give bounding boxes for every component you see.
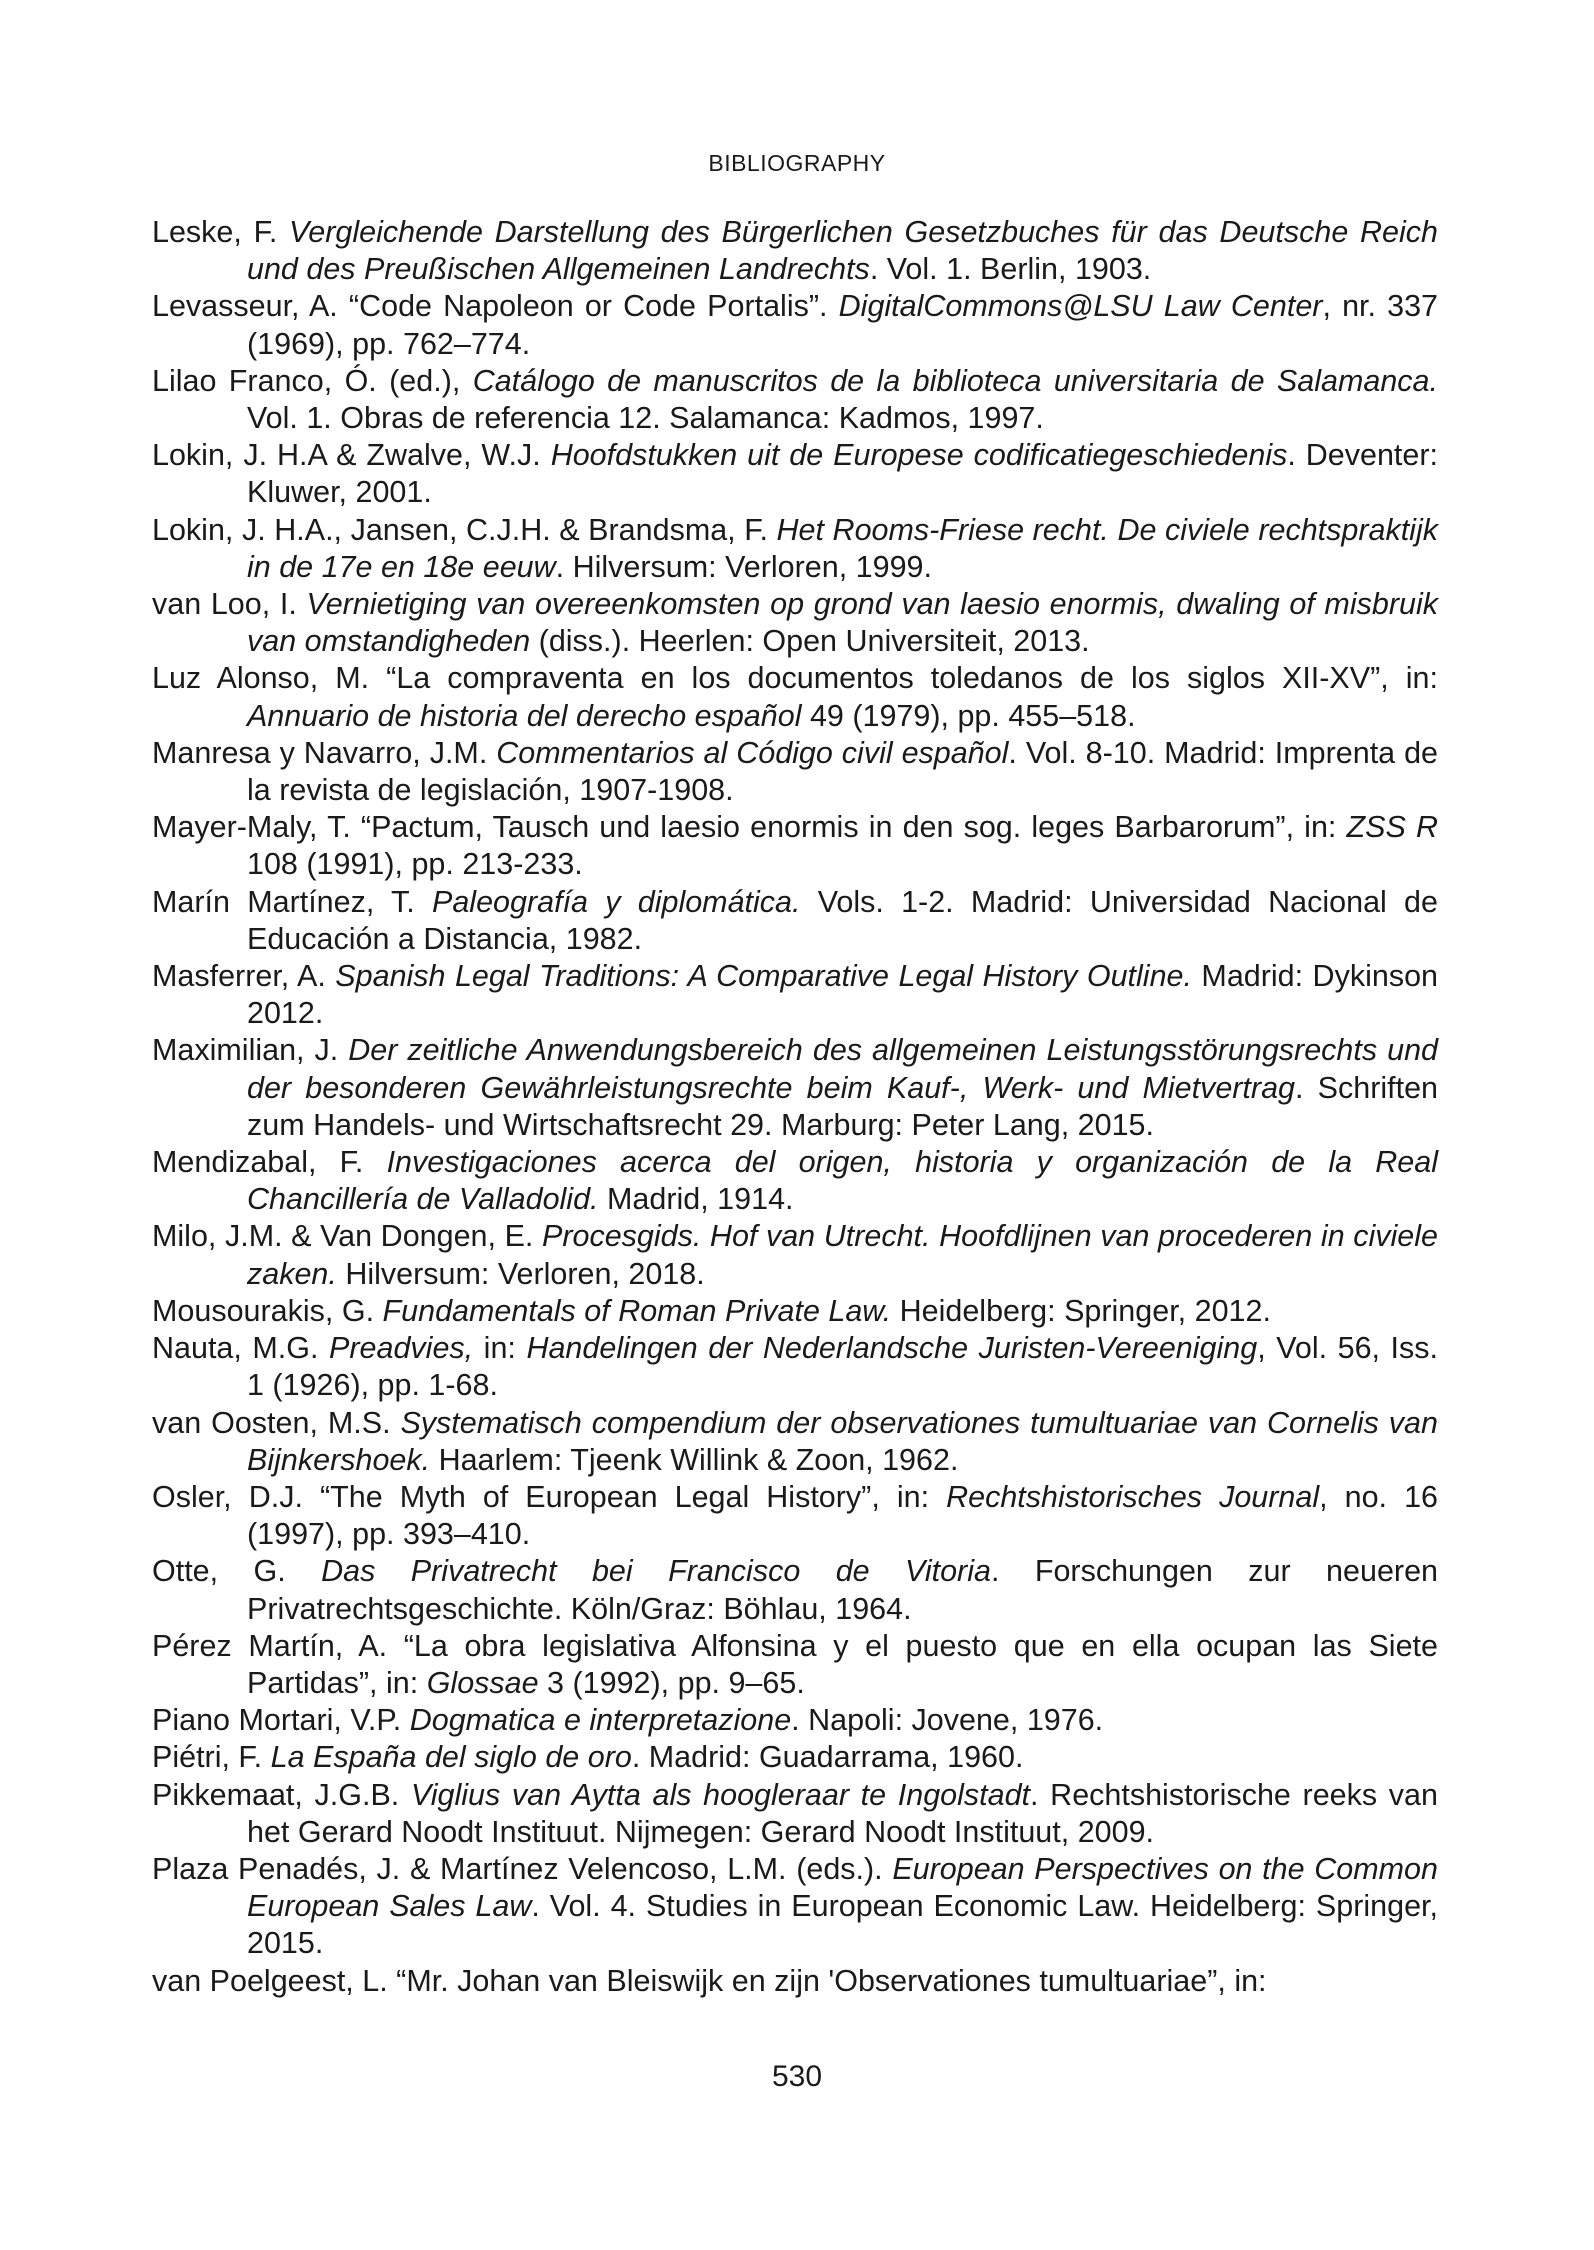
entry-details: . Vol. 4. Studies in European Economic Law. Heidelberg: Springer, 2015.: [247, 1889, 1438, 1961]
entry-title: Vergleichende Darstellung des Bürgerlichen Gesetzbuches für das Deutsche Reich und des Preußischen Allgemeinen Landrechts: [247, 215, 1438, 287]
entry-author: Mayer-Maly, T. “Pactum, Tausch und laesio enormis in den sog. leges Barbarorum”, in:: [152, 810, 1347, 845]
entry-author: Manresa y Navarro, J.M.: [152, 735, 497, 770]
entry-author: Lokin, J. H.A & Zwalve, W.J.: [152, 438, 551, 473]
entry-details: . Rechtshistorische reeks van het Gerard Noodt Instituut. Nijmegen: Gerard Noodt Instituut, 2009.: [247, 1777, 1438, 1849]
entry-title: Rechtshistorisches Journal: [946, 1479, 1320, 1514]
bibliography-entry: [152, 512, 1438, 586]
entry-details: . Schriften zum Handels- und Wirtschaftsrecht 29. Marburg: Peter Lang, 2015.: [247, 1070, 1439, 1142]
entry-title: ZSS R: [1346, 810, 1438, 845]
entry-title: La España del siglo de oro: [270, 1740, 632, 1775]
bibliography-entry: [152, 1851, 1438, 1963]
entry-details: Haarlem: Tjeenk Willink & Zoon, 1962.: [430, 1442, 959, 1477]
entry-details: 3 (1992), pp. 9–65.: [538, 1665, 805, 1700]
entry-title: European Perspectives on the Common European Sales Law: [247, 1851, 1438, 1924]
entry-title: Viglius van Aytta als hoogleraar te Ingolstadt: [410, 1777, 1031, 1812]
entry-title: Das Privatrecht bei Francisco de Vitoria: [321, 1554, 991, 1589]
entry-details: 108 (1991), pp. 213-233.: [247, 847, 583, 882]
bibliography-entry: [152, 437, 1438, 511]
bibliography-entry: [152, 1553, 1438, 1627]
entry-author: Piano Mortari, V.P.: [152, 1703, 410, 1738]
entry-author: van Poelgeest, L. “Mr. Johan van Bleiswijk en zijn 'Observationes tumultuariae”, in:: [152, 1963, 1267, 1998]
entry-title: Preadvies,: [329, 1331, 474, 1366]
page-number: 530: [771, 2060, 823, 2093]
entry-title: Systematisch compendium der observationes tumultuariae van Cornelis van Bijnkershoek.: [247, 1405, 1438, 1477]
bibliography-entry: [152, 1032, 1438, 1144]
entry-author: Leske, F.: [152, 215, 290, 249]
entry-journal-title: Handelingen der Nederlandsche Juristen-Vereeniging: [526, 1331, 1258, 1366]
entry-title: Paleografía y diplomática.: [432, 884, 801, 919]
entry-details: 49 (1979), pp. 455–518.: [801, 698, 1136, 733]
entry-author: Pérez Martín, A. “La obra legislativa Alfonsina y el puesto que en ella ocupan las Siete Partidas”, in:: [152, 1628, 1438, 1700]
bibliography-entry: [152, 1293, 1438, 1330]
entry-title: Hoofdstukken uit de Europese codificatiegeschiedenis: [550, 438, 1288, 473]
entry-details: . Hilversum: Verloren, 1999.: [555, 549, 932, 584]
entry-title: Spanish Legal Traditions: A Comparative Legal History Outline.: [335, 959, 1192, 994]
entry-details: . Vol. 8-10. Madrid: Imprenta de la revista de legislación, 1907-1908.: [247, 735, 1439, 808]
entry-details: in:: [473, 1331, 527, 1366]
entry-details: Vol. 1. Obras de referencia 12. Salamanca: Kadmos, 1997.: [247, 401, 1044, 436]
entry-details: . Napoli: Jovene, 1976.: [791, 1703, 1104, 1738]
bibliography-entry: [152, 884, 1438, 958]
running-header: BIBLIOGRAPHY: [708, 150, 886, 176]
entry-journal-details: , Vol. 56, Iss. 1 (1926), pp. 1-68.: [247, 1331, 1438, 1403]
bibliography-entry: [152, 1330, 1438, 1404]
bibliography-entry: [152, 1739, 1438, 1776]
entry-author: Masferrer, A.: [152, 959, 336, 994]
entry-details: . Vol. 1. Berlin, 1903.: [869, 252, 1152, 287]
entry-title: DigitalCommons@LSU Law Center: [838, 289, 1323, 324]
entry-author: Levasseur, A. “Code Napoleon or Code Portalis”.: [152, 289, 839, 324]
entry-title: Glossae: [426, 1665, 539, 1700]
bibliography-entry: [152, 1963, 1438, 2000]
entry-details: (diss.). Heerlen: Open Universiteit, 2013.: [530, 624, 1090, 659]
entry-title: Fundamentals of Roman Private Law.: [382, 1293, 892, 1328]
entry-author: Milo, J.M. & Van Dongen, E.: [152, 1219, 542, 1254]
bibliography-entry: [152, 735, 1438, 809]
entry-author: Otte, G.: [152, 1554, 322, 1589]
entry-author: Luz Alonso, M. “La compraventa en los documentos toledanos de los siglos XII-XV”, in:: [152, 661, 1438, 696]
entry-title: Dogmatica e interpretazione: [409, 1703, 792, 1738]
entry-title: Der zeitliche Anwendungsbereich des allgemeinen Leistungsstörungsrechts und der besonderen Gewährleistungsrechte beim Kauf-, Werk- und Mietvertrag: [247, 1033, 1439, 1105]
entry-author: Maximilian, J.: [152, 1033, 349, 1068]
entry-author: van Oosten, M.S.: [152, 1405, 401, 1440]
entry-author: Piétri, F.: [152, 1740, 271, 1775]
bibliography-entry: [152, 586, 1438, 660]
bibliography-entry: [152, 1628, 1438, 1702]
bibliography-entry: [152, 288, 1438, 362]
entry-title: Catálogo de manuscritos de la biblioteca universitaria de Salamanca.: [472, 363, 1438, 398]
entry-author: Mousourakis, G.: [152, 1293, 383, 1328]
entry-details: Vols. 1-2. Madrid: Universidad Nacional de Educación a Distancia, 1982.: [247, 884, 1438, 956]
bibliography-entry: [152, 809, 1438, 883]
entry-title: Vernietiging van overeenkomsten op grond van laesio enormis, dwaling of misbruik van omstandigheden: [247, 587, 1438, 659]
bibliography-entry: [152, 1777, 1438, 1851]
bibliography-list: [152, 214, 1438, 2000]
entry-details: , no. 16 (1997), pp. 393–410.: [247, 1479, 1438, 1552]
bibliography-entry: [152, 214, 1438, 288]
bibliography-entry: [152, 1218, 1438, 1292]
entry-title: Procesgids. Hof van Utrecht. Hoofdlijnen van procederen in civiele zaken.: [247, 1219, 1438, 1291]
entry-title: Annuario de historia del derecho español: [247, 698, 802, 733]
entry-title: Investigaciones acerca del origen, historia y organización de la Real Chancillería de Valladolid.: [247, 1145, 1438, 1217]
bibliography-entry: [152, 1144, 1438, 1218]
entry-author: Nauta, M.G.: [152, 1331, 330, 1366]
entry-details: . Forschungen zur neueren Privatrechtsgeschichte. Köln/Graz: Böhlau, 1964.: [247, 1554, 1438, 1626]
bibliography-entry: [152, 660, 1438, 734]
bibliography-entry: [152, 958, 1438, 1032]
entry-details: , nr. 337 (1969), pp. 762–774.: [247, 289, 1439, 361]
entry-author: Pikkemaat, J.G.B.: [152, 1777, 411, 1812]
entry-author: Mendizabal, F.: [152, 1145, 387, 1180]
entry-details: Heidelberg: Springer, 2012.: [891, 1293, 1271, 1328]
entry-author: Plaza Penadés, J. & Martínez Velencoso, L.M. (eds.).: [152, 1851, 893, 1886]
entry-details: . Madrid: Guadarrama, 1960.: [631, 1740, 1024, 1775]
entry-author: Osler, D.J. “The Myth of European Legal History”, in:: [152, 1479, 947, 1514]
entry-details: Madrid, 1914.: [598, 1182, 794, 1217]
bibliography-entry: [152, 363, 1438, 437]
entry-author: Marín Martínez, T.: [152, 884, 432, 919]
entry-details: Madrid: Dykinson 2012.: [247, 959, 1438, 1031]
bibliography-entry: [152, 1702, 1438, 1739]
entry-title: Het Rooms-Friese recht. De civiele rechtspraktijk in de 17e en 18e eeuw: [247, 512, 1438, 584]
entry-title: Commentarios al Código civil español: [496, 735, 1009, 770]
entry-author: Lilao Franco, Ó. (ed.),: [152, 363, 473, 398]
entry-author: van Loo, I.: [152, 587, 307, 622]
entry-details: . Deventer: Kluwer, 2001.: [247, 438, 1438, 510]
entry-details: Hilversum: Verloren, 2018.: [336, 1256, 705, 1291]
entry-author: Lokin, J. H.A., Jansen, C.J.H. & Brandsma, F.: [152, 512, 777, 547]
bibliography-entry: [152, 1405, 1438, 1479]
bibliography-entry: [152, 1479, 1438, 1553]
